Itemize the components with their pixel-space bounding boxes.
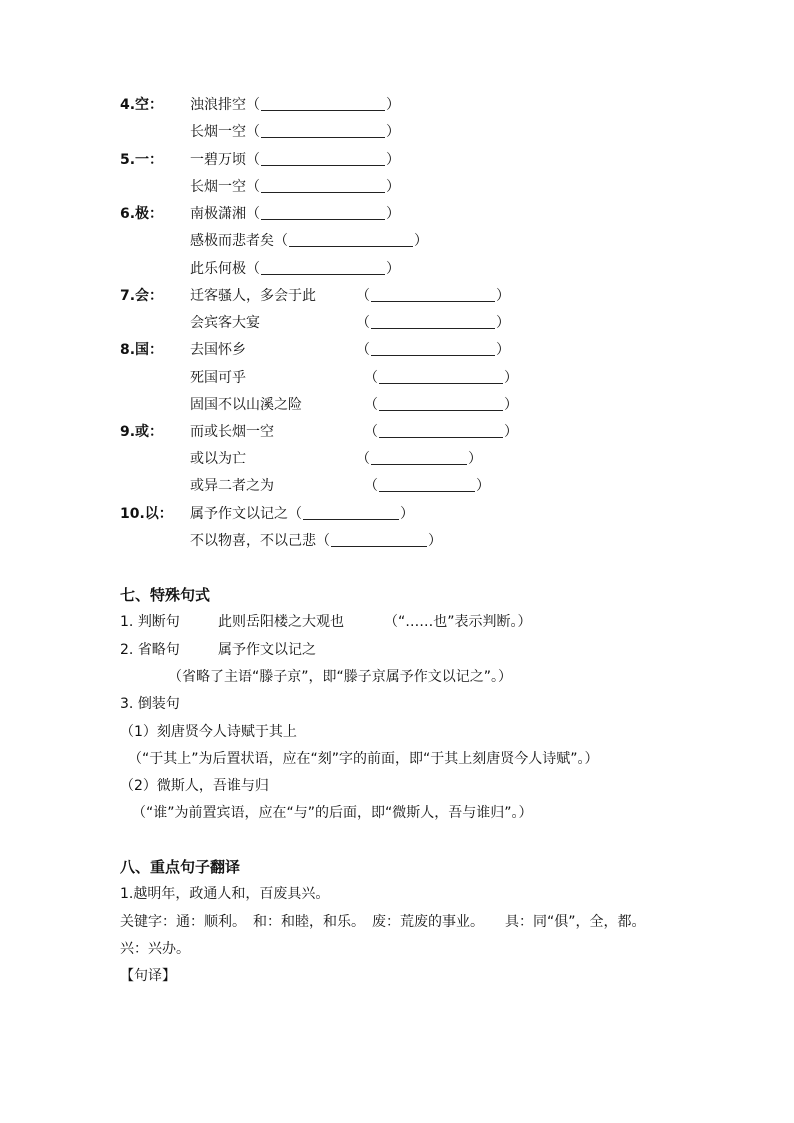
keywords-line: 兴：兴办。 <box>120 941 190 957</box>
pattern-example: 此则岳阳楼之大观也 <box>218 614 344 630</box>
pattern-note: （“于其上”为后置状语，应在“刻”字的前面，即“于其上刻唐贤今人诗赋”。） <box>128 751 599 767</box>
polysemy-entry: 长烟一空（ ） <box>190 124 400 140</box>
answer-blank[interactable] <box>379 396 503 411</box>
example-phrase: 感极而悲者矣 <box>190 233 274 249</box>
answer-blank[interactable] <box>331 532 427 547</box>
item-number-4: 4.空： <box>120 97 164 113</box>
answer-blank[interactable] <box>371 450 467 465</box>
example-phrase: 南极潇湘 <box>190 206 246 222</box>
polysemy-entry: 浊浪排空（ ） <box>190 97 400 113</box>
example-phrase: 长烟一空 <box>190 179 246 195</box>
sentence-pattern-3: 3. 倒装句 <box>120 696 180 712</box>
example-phrase: 不以物喜，不以己悲 <box>190 533 316 549</box>
polysemy-entry: 属予作文以记之（ ） <box>190 506 414 522</box>
polysemy-entry: 此乐何极（ ） <box>190 261 400 277</box>
polysemy-answer: （ ） <box>364 370 518 386</box>
sentence-pattern-1: 1. 判断句 <box>120 614 180 630</box>
answer-blank[interactable] <box>261 123 385 138</box>
answer-blank[interactable] <box>379 477 475 492</box>
answer-blank[interactable] <box>371 287 495 302</box>
example-phrase: 浊浪排空 <box>190 97 246 113</box>
section-8-title: 八、重点句子翻译 <box>120 858 241 876</box>
polysemy-entry: 感极而悲者矣（ ） <box>190 233 428 249</box>
example-phrase: 属予作文以记之 <box>190 506 288 522</box>
item-number-8: 8.国： <box>120 342 164 358</box>
polysemy-answer: （ ） <box>364 478 490 494</box>
sentence-pattern-2: 2. 省略句 <box>120 642 180 658</box>
section-7-title: 七、特殊句式 <box>120 586 211 604</box>
pattern-example: 属予作文以记之 <box>218 642 316 658</box>
polysemy-answer: （ ） <box>364 397 518 413</box>
translation-label: 【句译】 <box>120 968 176 984</box>
polysemy-entry: 长烟一空（ ） <box>190 179 400 195</box>
example-phrase: 去国怀乡 <box>190 342 246 358</box>
item-number-7: 7.会： <box>120 288 164 304</box>
polysemy-answer: （ ） <box>356 451 482 467</box>
answer-blank[interactable] <box>289 232 413 247</box>
polysemy-entry: 不以物喜，不以己悲（ ） <box>190 533 442 549</box>
answer-blank[interactable] <box>261 151 385 166</box>
example-phrase: 长烟一空 <box>190 124 246 140</box>
example-phrase: 死国可乎 <box>190 370 246 386</box>
answer-blank[interactable] <box>371 341 495 356</box>
example-phrase: 而或长烟一空 <box>190 424 274 440</box>
example-phrase: 固国不以山溪之险 <box>190 397 302 413</box>
example-phrase: 一碧万顷 <box>190 152 246 168</box>
pattern-note: （“……也”表示判断。） <box>384 614 532 630</box>
example-phrase: 此乐何极 <box>190 261 246 277</box>
answer-blank[interactable] <box>261 260 385 275</box>
answer-blank[interactable] <box>371 314 495 329</box>
item-number-9: 9.或： <box>120 424 164 440</box>
polysemy-answer: （ ） <box>356 315 510 331</box>
answer-blank[interactable] <box>261 205 385 220</box>
translation-sentence: 1.越明年，政通人和，百废具兴。 <box>120 886 330 902</box>
answer-blank[interactable] <box>261 178 385 193</box>
pattern-example: （2）微斯人，吾谁与归 <box>120 778 269 794</box>
answer-blank[interactable] <box>261 96 385 111</box>
item-number-10: 10.以： <box>120 506 173 522</box>
polysemy-entry: 一碧万顷（ ） <box>190 152 400 168</box>
item-number-5: 5.一： <box>120 152 164 168</box>
example-phrase: 会宾客大宴 <box>190 315 260 331</box>
polysemy-answer: （ ） <box>364 424 518 440</box>
pattern-note: （“谁”为前置宾语，应在“与”的后面，即“微斯人，吾与谁归”。） <box>132 805 533 821</box>
polysemy-answer: （ ） <box>356 342 510 358</box>
example-phrase: 或以为亡 <box>190 451 246 467</box>
example-phrase: 或异二者之为 <box>190 478 274 494</box>
answer-blank[interactable] <box>379 423 503 438</box>
answer-blank[interactable] <box>379 369 503 384</box>
pattern-example: （1）刻唐贤今人诗赋于其上 <box>120 724 297 740</box>
answer-blank[interactable] <box>303 505 399 520</box>
polysemy-answer: （ ） <box>356 288 510 304</box>
polysemy-entry: 南极潇湘（ ） <box>190 206 400 222</box>
keywords-line: 关键字：通：顺利。 和：和睦，和乐。 废：荒废的事业。 具：同“俱”，全，都。 <box>120 914 646 930</box>
example-phrase: 迁客骚人，多会于此 <box>190 288 316 304</box>
pattern-note: （省略了主语“滕子京”，即“滕子京属予作文以记之”。） <box>168 669 513 685</box>
item-number-6: 6.极： <box>120 206 164 222</box>
